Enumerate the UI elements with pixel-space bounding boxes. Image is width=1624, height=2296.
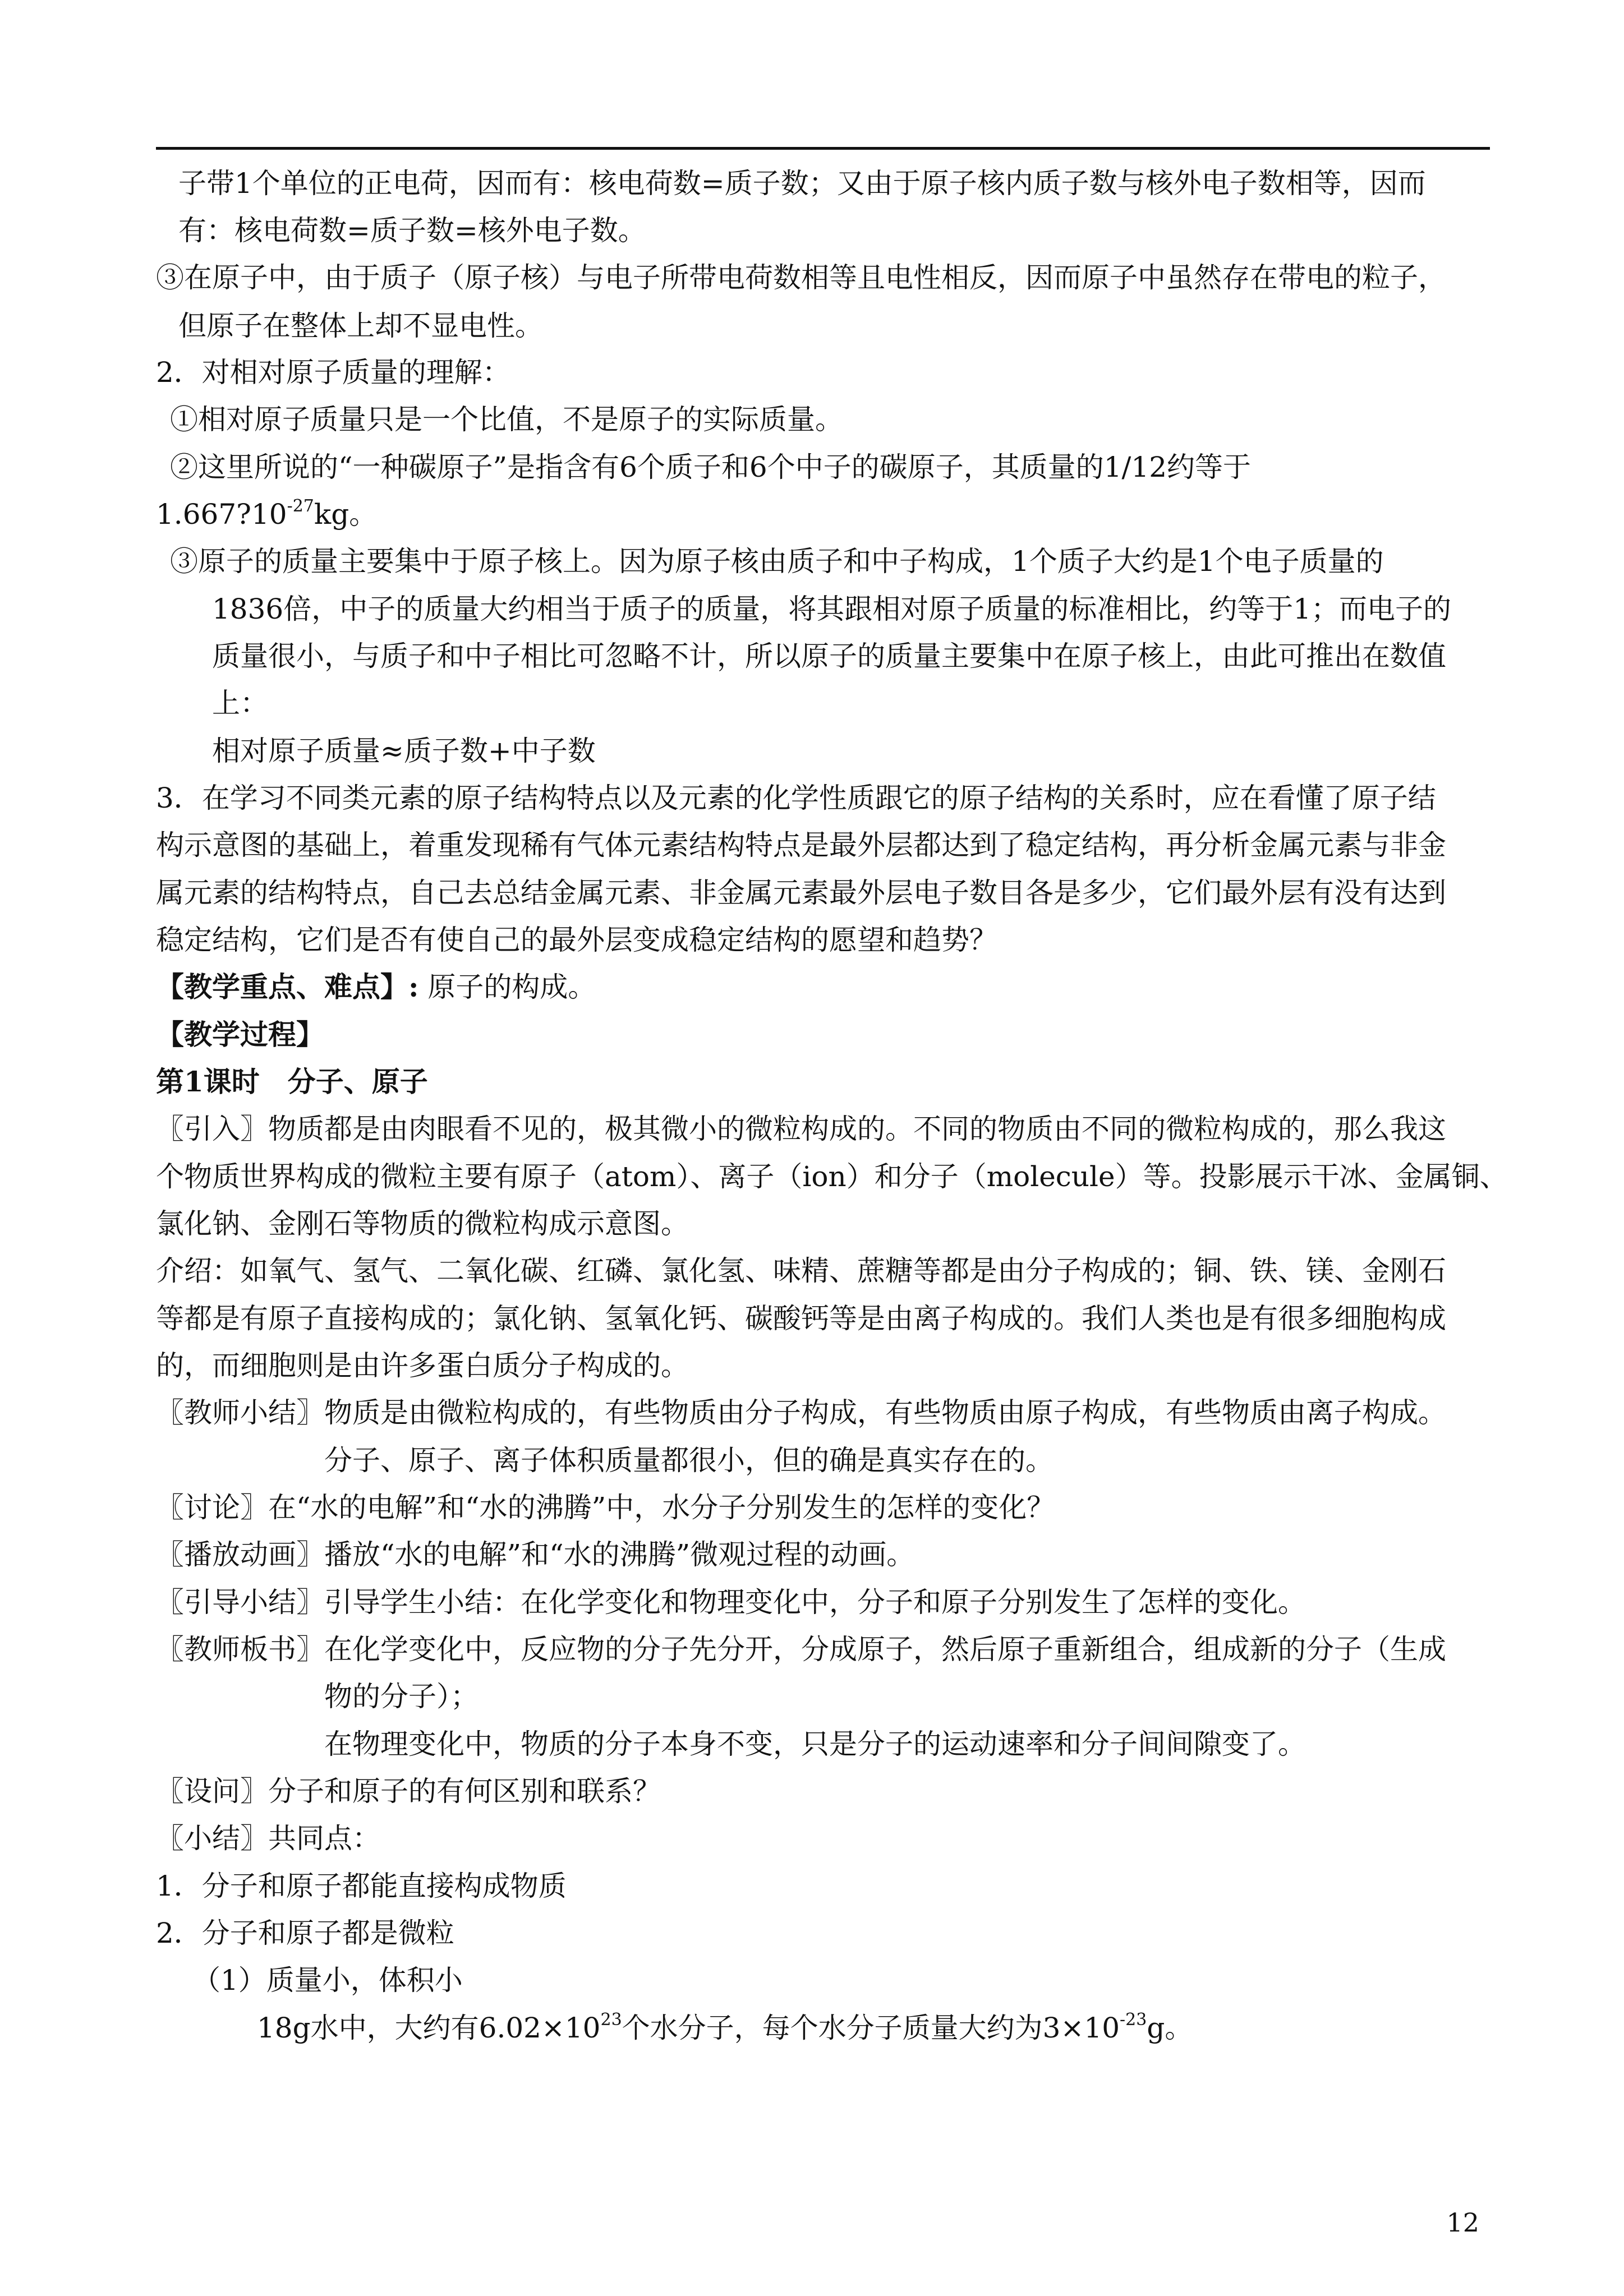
text-line: 物的分子）； — [324, 1680, 479, 1713]
text-line: 1．分子和原子都能直接构成物质 — [156, 1870, 567, 1902]
text-line: 在物理变化中，物质的分子本身不变，只是分子的运动速率和分子间间隙变了。 — [324, 1728, 1306, 1760]
text-line: 〖教师板书〗在化学变化中，反应物的分子先分开，分成原子，然后原子重新组合，组成新的分子（生成 — [156, 1633, 1446, 1666]
text-line: 上： — [212, 687, 268, 720]
water-exponent-1: 23 — [600, 2009, 622, 2030]
lesson-heading: 第1课时 分子、原子 — [156, 1065, 428, 1098]
water-text-a: 18g水中，大约有6.02×10 — [257, 2012, 601, 2044]
text-line: 1836倍，中子的质量大约相当于质子的质量，将其跟相对原子质量的标准相比，约等于1；而电子的 — [212, 593, 1452, 625]
text-line: 分子、原子、离子体积质量都很小，但的确是真实存在的。 — [324, 1444, 1053, 1477]
water-molecule-line — [257, 2011, 1193, 2045]
text-line: 〖播放动画〗播放“水的电解”和“水的沸腾”微观过程的动画。 — [156, 1538, 915, 1571]
text-line: 个物质世界构成的微粒主要有原子（atom）、离子（ion）和分子（molecule）等。投影展示干冰、金属铜、 — [156, 1160, 1508, 1193]
key-points-line — [156, 970, 596, 1004]
water-exponent-2: -23 — [1120, 2009, 1147, 2030]
mass-unit: kg。 — [314, 498, 378, 531]
text-line: （1）质量小，体积小 — [192, 1964, 463, 1997]
text-line: 介绍：如氧气、氢气、二氧化碳、红磷、氯化氢、味精、蔗糖等都是由分子构成的；铜、铁、镁、金刚石 — [156, 1255, 1446, 1287]
text-line: 〖讨论〗在“水的电解”和“水的沸腾”中，水分子分别发生的怎样的变化？ — [156, 1491, 1055, 1524]
text-line: ③原子的质量主要集中于原子核上。因为原子核由质子和中子构成，1个质子大约是1个电子质量的 — [170, 545, 1384, 578]
key-points-label: 【教学重点、难点】: — [156, 970, 419, 1003]
water-text-c: g。 — [1147, 2012, 1193, 2044]
text-line: 3．在学习不同类元素的原子结构特点以及元素的化学性质跟它的原子结构的关系时，应在看懂了原子结 — [156, 782, 1436, 814]
text-line: 质量很小，与质子和中子相比可忽略不计，所以原子的质量主要集中在原子核上，由此可推出在数值 — [212, 640, 1446, 672]
text-line: ③在原子中，由于质子（原子核）与电子所带电荷数相等且电性相反，因而原子中虽然存在带电的粒子， — [156, 261, 1446, 294]
text-line: 氯化钠、金刚石等物质的微粒构成示意图。 — [156, 1207, 689, 1240]
text-line: 〖引导小结〗引导学生小结：在化学变化和物理变化中，分子和原子分别发生了怎样的变化。 — [156, 1586, 1306, 1619]
mass-value-line — [156, 497, 377, 531]
text-line: 但原子在整体上却不显电性。 — [178, 310, 543, 342]
water-text-b: 个水分子，每个水分子质量大约为3×10 — [622, 2012, 1120, 2044]
formula-line: 相对原子质量≈质子数+中子数 — [212, 735, 596, 767]
text-line: ②这里所说的“一种碳原子”是指含有6个质子和6个中子的碳原子，其质量的1/12约等于 — [170, 451, 1252, 483]
text-line: 子带1个单位的正电荷，因而有：核电荷数=质子数；又由于原子核内质子数与核外电子数相等，因而 — [178, 167, 1426, 200]
text-line: 2．对相对原子质量的理解： — [156, 356, 510, 389]
text-line: 稳定结构，它们是否有使自己的最外层变成稳定结构的愿望和趋势？ — [156, 924, 997, 956]
text-line: 2．分子和原子都是微粒 — [156, 1917, 454, 1949]
text-line: 〖设问〗分子和原子的有何区别和联系？ — [156, 1775, 661, 1808]
text-line: 的，而细胞则是由许多蛋白质分子构成的。 — [156, 1349, 689, 1382]
text-line: ①相对原子质量只是一个比值，不是原子的实际质量。 — [170, 403, 843, 436]
page-number: 12 — [1446, 2207, 1479, 2238]
key-points-text: 原子的构成。 — [418, 971, 596, 1003]
process-heading: 【教学过程】 — [156, 1018, 324, 1051]
text-line: 〖引入〗物质都是由肉眼看不见的，极其微小的微粒构成的。不同的物质由不同的微粒构成的，那么我这 — [156, 1113, 1446, 1145]
text-line: 〖教师小结〗物质是由微粒构成的，有些物质由分子构成，有些物质由原子构成，有些物质由离子构成。 — [156, 1396, 1446, 1429]
text-line: 〖小结〗共同点： — [156, 1822, 380, 1855]
text-line: 属元素的结构特点，自己去总结金属元素、非金属元素最外层电子数目各是多少，它们最外层有没有达到 — [156, 877, 1446, 909]
header-rule — [156, 147, 1490, 150]
text-line: 构示意图的基础上，着重发现稀有气体元素结构特点是最外层都达到了稳定结构，再分析金属元素与非金 — [156, 829, 1446, 861]
mass-value: 1.667?10 — [156, 498, 287, 531]
mass-exponent: -27 — [287, 496, 314, 516]
text-line: 有：核电荷数=质子数=核外电子数。 — [178, 214, 646, 247]
text-line: 等都是有原子直接构成的；氯化钠、氢氧化钙、碳酸钙等是由离子构成的。我们人类也是有很多细胞构成 — [156, 1302, 1446, 1335]
